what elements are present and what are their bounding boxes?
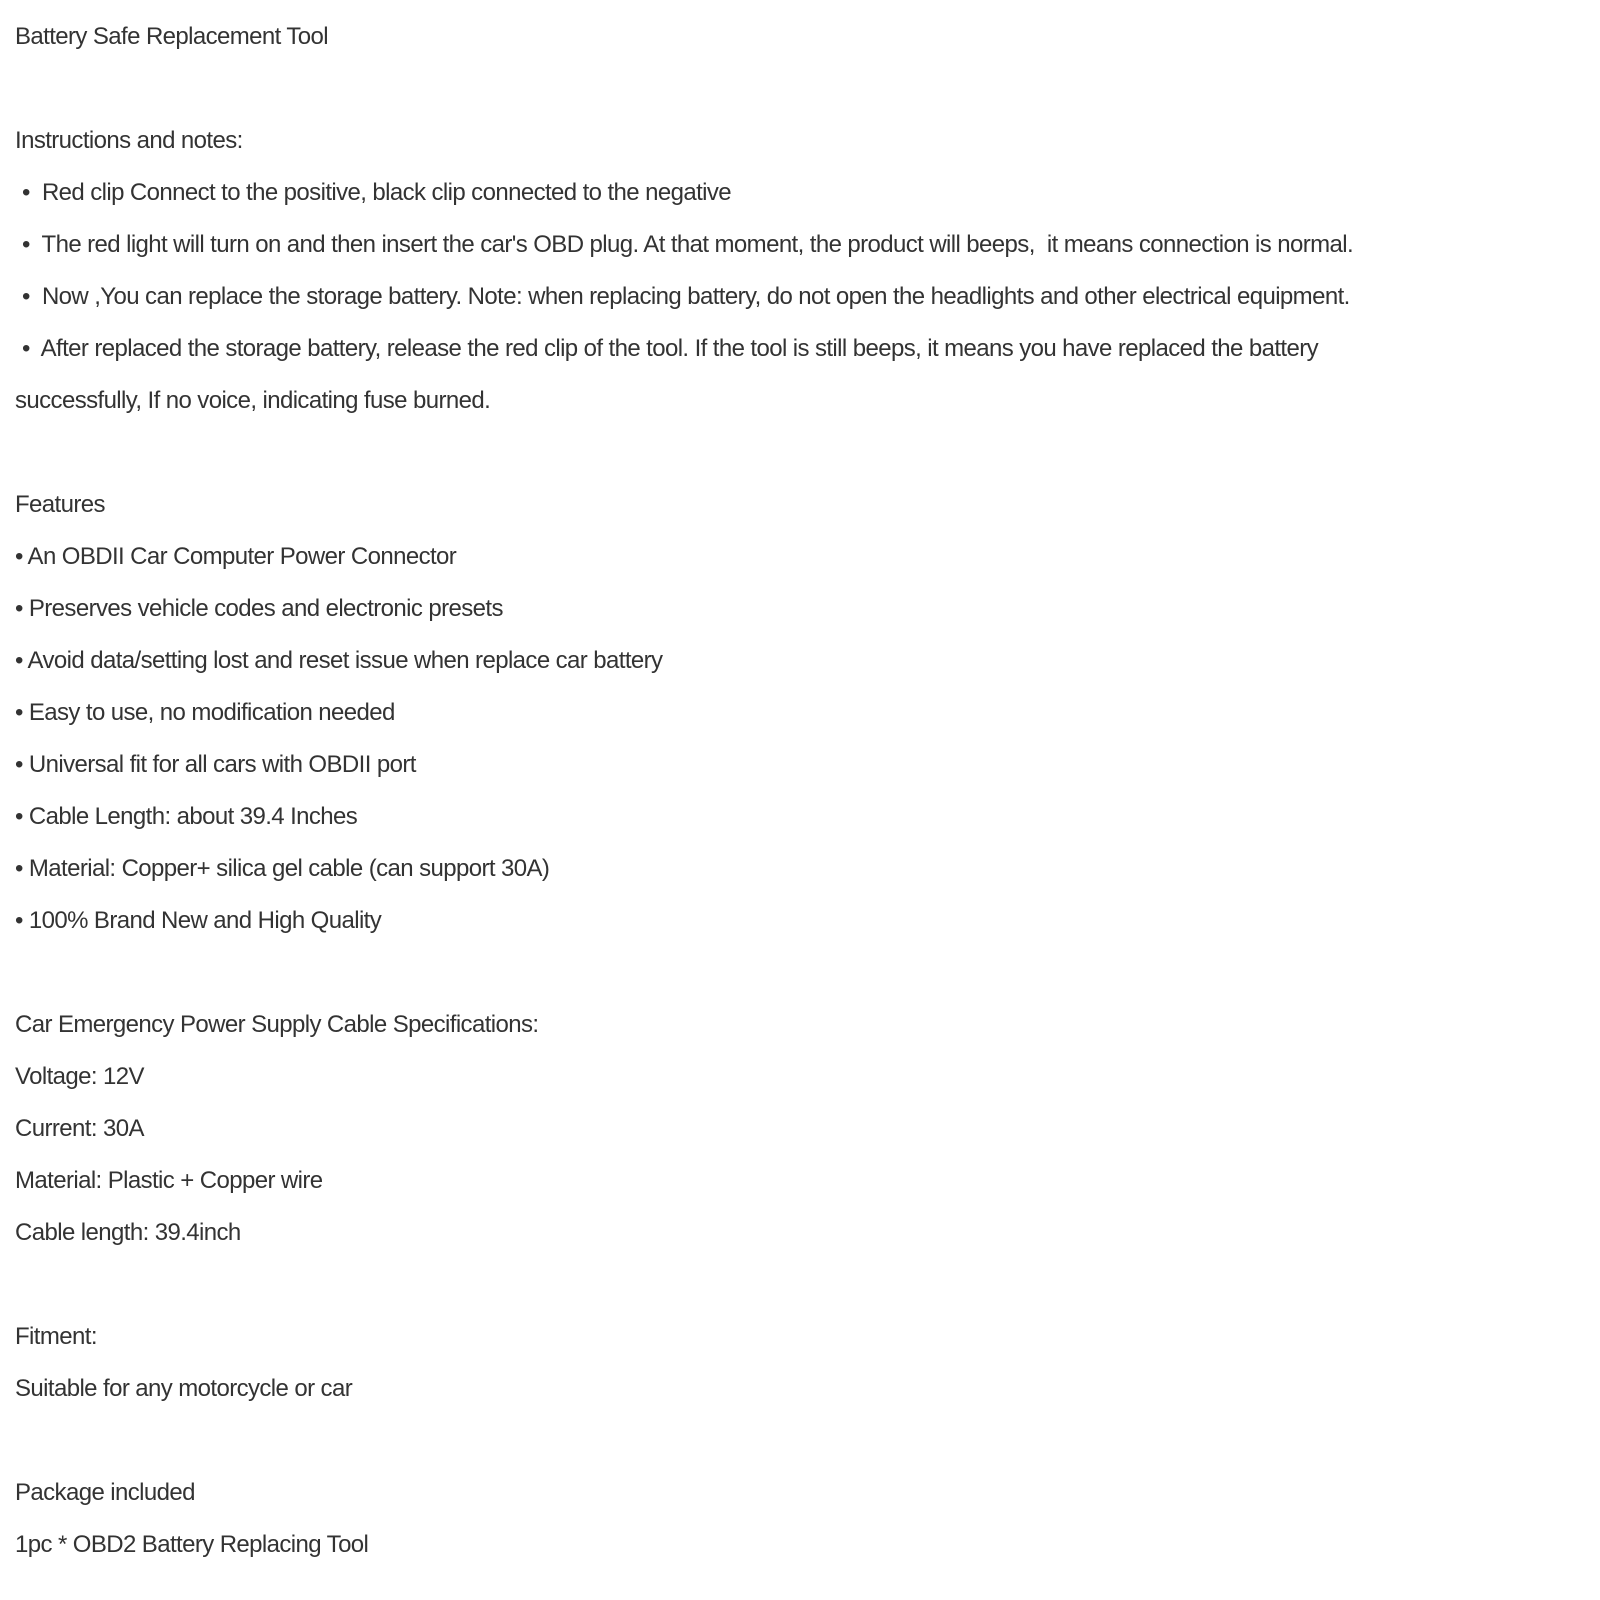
bullet-line: • The red light will turn on and then insert the car's OBD plug. At that moment, the product will beeps, it means connection is normal. [22,231,1354,258]
bullet-line: • Material: Copper+ silica gel cable (can support 30A) [15,855,550,882]
bullet-line: • Easy to use, no modification needed [15,699,395,726]
bullet-line: • Red clip Connect to the positive, black clip connected to the negative [22,179,732,206]
bullet-line: • Cable Length: about 39.4 Inches [15,803,358,830]
spec-line-material: Material: Plastic + Copper wire [15,1167,323,1194]
section-heading: Package included [15,1479,195,1506]
section-specifications [15,999,1585,1259]
section-instructions [15,115,1585,427]
page-title: Battery Safe Replacement Tool [15,23,329,50]
section-fitment [15,1311,1585,1415]
section-heading: Fitment: [15,1323,97,1350]
bullet-line: • After replaced the storage battery, release the red clip of the tool. If the tool is still beeps, it means you have replaced the battery [22,335,1319,362]
section-heading: Car Emergency Power Supply Cable Specifications: [15,1011,539,1038]
bullet-line: • Preserves vehicle codes and electronic presets [15,595,503,622]
section-features [15,479,1585,947]
package-line: 1pc * OBD2 Battery Replacing Tool [15,1531,369,1558]
spec-line-cable-length: Cable length: 39.4inch [15,1219,241,1246]
bullet-line: • Avoid data/setting lost and reset issue when replace car battery [15,647,663,674]
title-block [15,11,1585,63]
section-heading: Instructions and notes: [15,127,243,154]
bullet-line: • 100% Brand New and High Quality [15,907,382,934]
bullet-line: • An OBDII Car Computer Power Connector [15,543,457,570]
bullet-line: • Universal fit for all cars with OBDII port [15,751,416,778]
spec-line-voltage: Voltage: 12V [15,1063,144,1090]
section-heading: Features [15,491,105,518]
fitment-line: Suitable for any motorcycle or car [15,1375,353,1402]
spec-line-current: Current: 30A [15,1115,144,1142]
bullet-continuation-line: successfully, If no voice, indicating fuse burned. [15,387,491,414]
bullet-line: • Now ,You can replace the storage battery. Note: when replacing battery, do not open the headlights and other electrical equipment. [22,283,1350,310]
section-package [15,1467,1585,1571]
